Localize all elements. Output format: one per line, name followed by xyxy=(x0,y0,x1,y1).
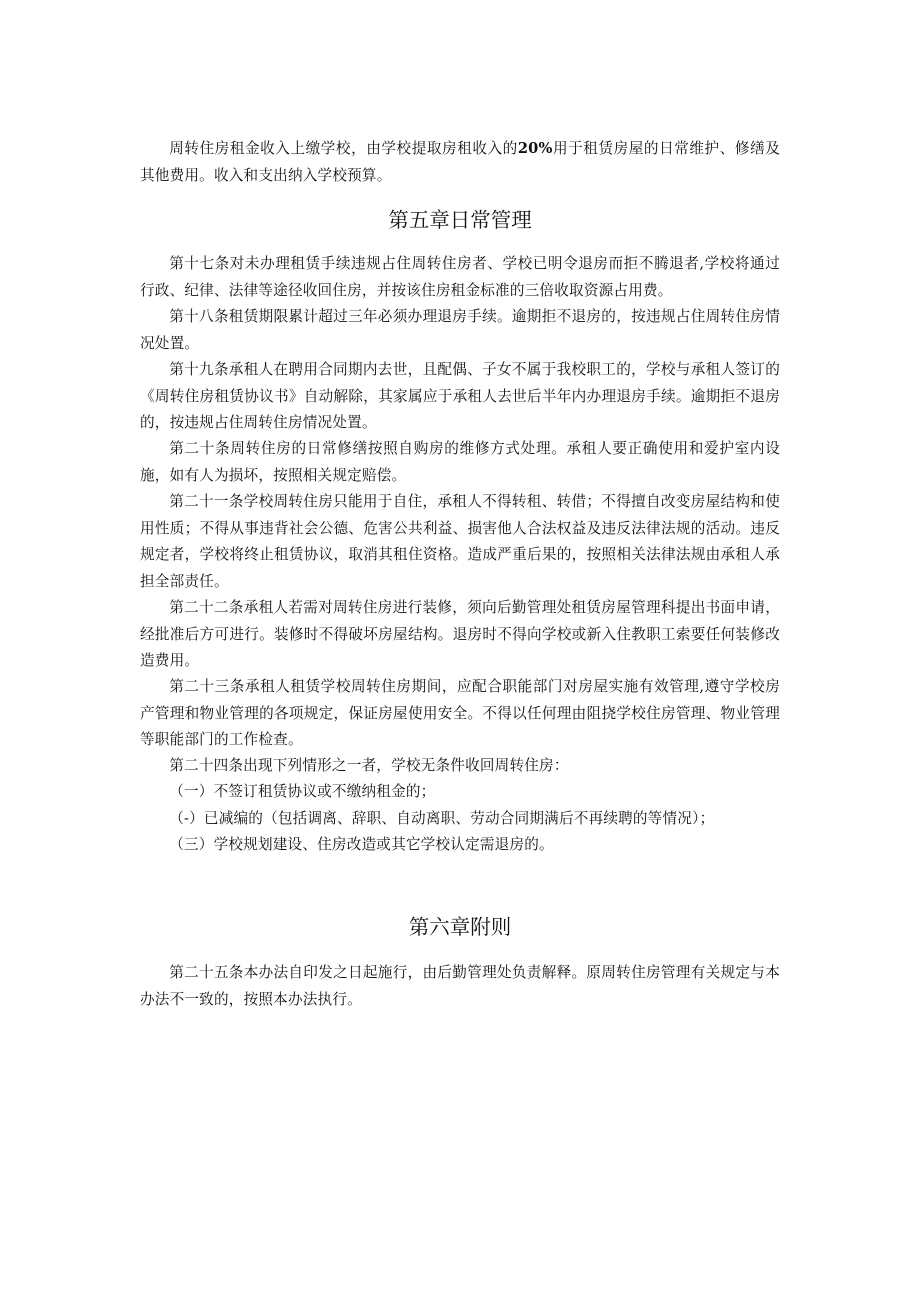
article-23: 第二十三条承租人租赁学校周转住房期间，应配合职能部门对房屋实施有效管理,遵守学校房产管理和物业管理的各项规定，保证房屋使用安全。不得以任何理由阻挠学校住房管理、物业管理等职能部门的工作检查。 xyxy=(140,678,780,748)
intro-text-before: 周转住房租金收入上缴学校，由学校提取房租收入的 xyxy=(169,140,518,157)
chapter-5-title: 第五章日常管理 xyxy=(388,208,532,232)
list-item-1: （一）不签订租赁协议或不缴纳租金的； xyxy=(169,783,436,800)
article-20: 第二十条周转住房的日常修缮按照自购房的维修方式处理。承租人要正确使用和爱护室内设施，如有人为损坏，按照相关规定赔偿。 xyxy=(140,440,780,484)
article-18: 第十八条租赁期限累计超过三年必须办理退房手续。逾期拒不退房的，按违规占住周转住房情况处置。 xyxy=(140,308,780,352)
intro-paragraph xyxy=(140,136,780,189)
intro-percent: 20% xyxy=(517,140,553,157)
intro-text-after: 用于租赁房屋的日常维护、修缮及其他费用。收入和支出纳入学校预算。 xyxy=(140,140,780,184)
list-item-3: （三）学校规划建设、住房改造或其它学校认定需退房的。 xyxy=(169,836,554,853)
article-22: 第二十二条承租人若需对周转住房进行装修，须向后勤管理处租赁房屋管理科提出书面申请，经批准后方可进行。装修时不得破坏房屋结构。退房时不得向学校或新入住教职工索要任何装修改造费用。 xyxy=(140,599,780,669)
chapter-6-title: 第六章附则 xyxy=(408,915,512,939)
article-21: 第二十一条学校周转住房只能用于自住，承租人不得转租、转借；不得擅自改变房屋结构和使用性质；不得从事违背社会公德、危害公共利益、损害他人合法权益及违反法律法规的活动。违反规定者，学校将终止租赁协议，取消其租住资格。造成严重后果的，按照相关法律法规由承租人承担全部责任。 xyxy=(140,493,780,590)
article-24: 第二十四条出现下列情形之一者，学校无条件收回周转住房： xyxy=(169,757,569,774)
list-item-2: （-）已减编的（包括调离、辞职、自动离职、劳动合同期满后不再续聘的等情况）； xyxy=(169,810,715,827)
article-17: 第十七条对未办理租赁手续违规占住周转住房者、学校已明令退房而拒不腾退者,学校将通过行政、纪律、法律等途径收回住房，并按该住房租金标准的三倍收取资源占用费。 xyxy=(140,255,780,299)
article-19: 第十九条承租人在聘用合同期内去世，且配偶、子女不属于我校职工的，学校与承租人签订的《周转住房租赁协议书》自动解除，其家属应于承租人去世后半年内办理退房手续。逾期拒不退房的，按违规占住周转住房情况处置。 xyxy=(140,361,780,431)
article-25: 第二十五条本办法自印发之日起施行，由后勤管理处负责解释。原周转住房管理有关规定与本办法不一致的，按照本办法执行。 xyxy=(140,964,780,1008)
